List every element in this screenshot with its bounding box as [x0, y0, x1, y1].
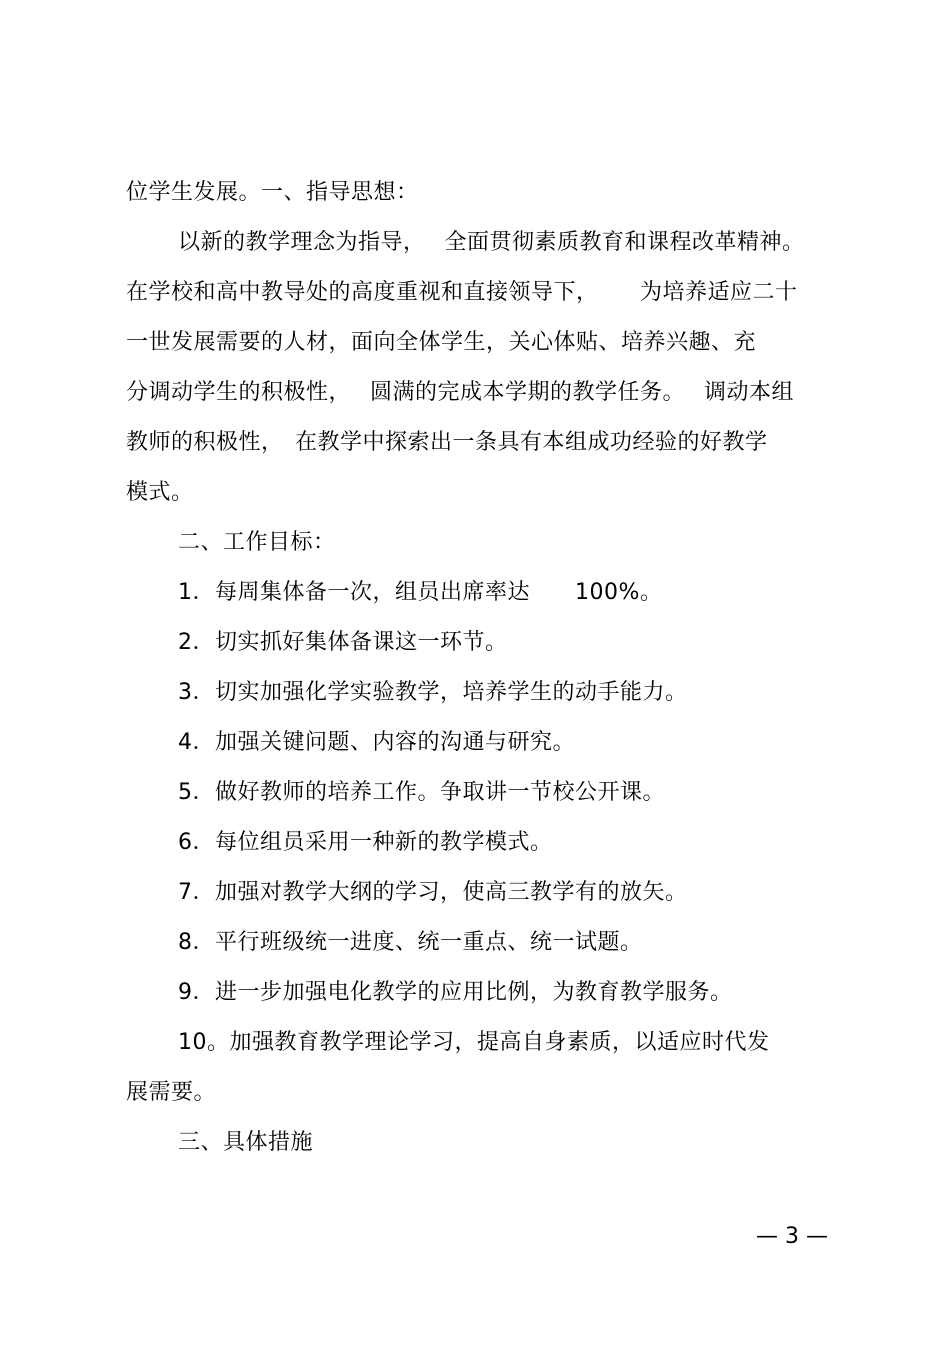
text-line: 以新的教学理念为指导， 全面贯彻素质教育和课程改革精神。 [178, 230, 805, 255]
text-line: 位学生发展。一、指导思想： [126, 180, 419, 205]
list-item: 1．每周集体备一次，组员出席率达 100%。 [178, 580, 663, 605]
list-item: 7．加强对教学大纲的学习，使高三教学有的放矢。 [178, 880, 688, 905]
list-item: 6．每位组员采用一种新的教学模式。 [178, 830, 553, 855]
text-line: 分调动学生的积极性， 圆满的完成本学期的教学任务。 调动本组 [126, 380, 794, 405]
section-heading: 二、工作目标： [178, 530, 336, 555]
section-heading: 三、具体措施 [178, 1130, 314, 1155]
list-item: 4．加强关键问题、内容的沟通与研究。 [178, 730, 575, 755]
text-line: 教师的积极性， 在教学中探索出一条具有本组成功经验的好教学 [126, 430, 768, 455]
page-number: — 3 — [756, 1224, 828, 1249]
list-item: 2．切实抓好集体备课这一环节。 [178, 630, 508, 655]
text-line: 在学校和高中教导处的高度重视和直接领导下， 为培养适应二十 [126, 280, 798, 305]
text-line: 模式。 [126, 480, 194, 505]
list-item: 8．平行班级统一进度、统一重点、统一试题。 [178, 930, 643, 955]
list-item: 10。加强教育教学理论学习，提高自身素质，以适应时代发 [178, 1030, 770, 1055]
list-item: 5．做好教师的培养工作。争取讲一节校公开课。 [178, 780, 665, 805]
list-item: 9．进一步加强电化教学的应用比例，为教育教学服务。 [178, 980, 733, 1005]
list-item: 3．切实加强化学实验教学，培养学生的动手能力。 [178, 680, 688, 705]
text-line: 展需要。 [126, 1080, 217, 1105]
text-line: 一世发展需要的人材，面向全体学生，关心体贴、培养兴趣、充 [126, 330, 757, 355]
